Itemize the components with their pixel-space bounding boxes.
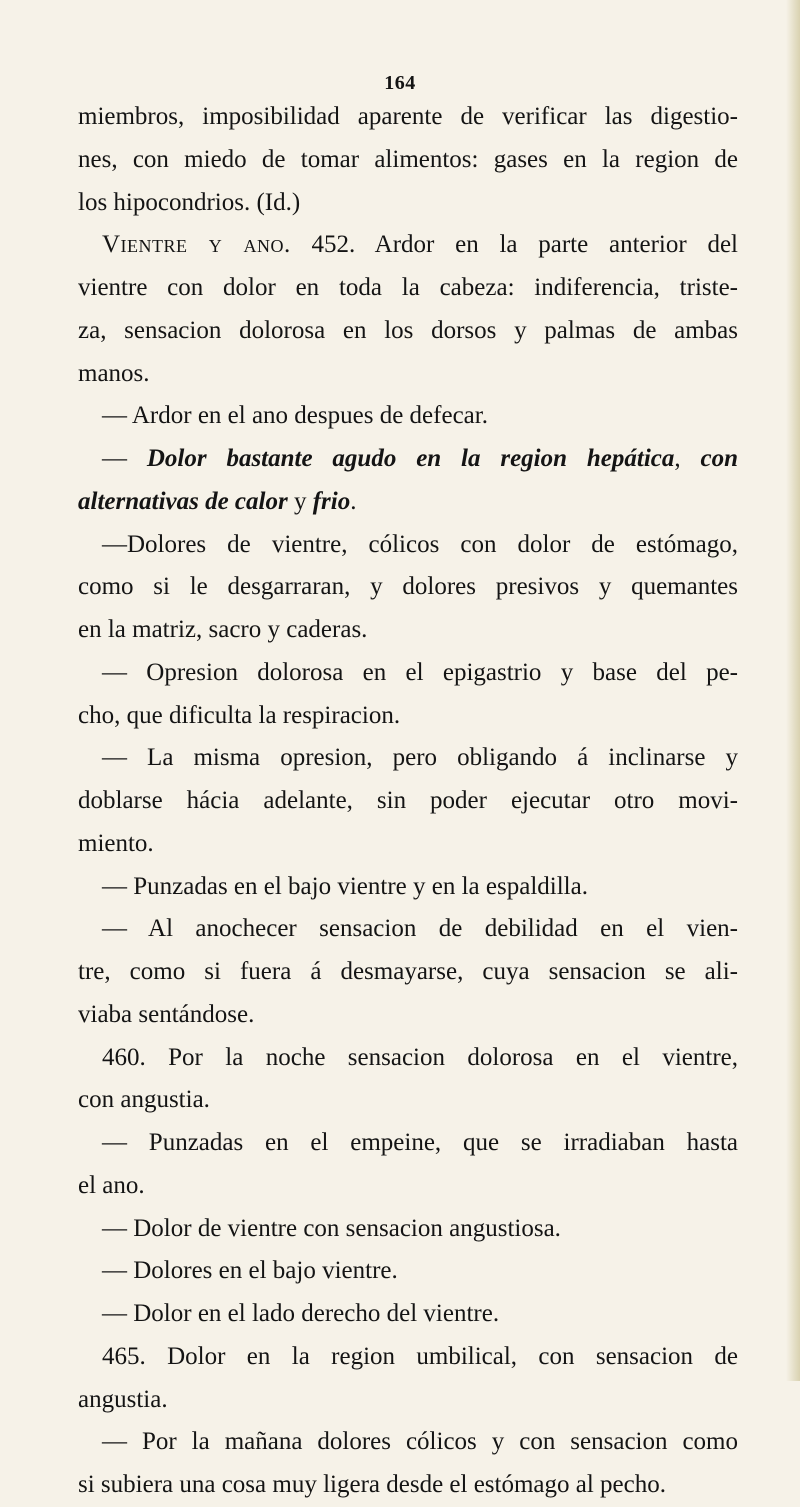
text-segment: — Opresion dolorosa en el epigastrio y base del pe- <box>102 658 738 686</box>
text-line <box>78 823 738 866</box>
text-line <box>78 1336 738 1379</box>
text-segment: — Dolor de vientre con sensacion angustiosa. <box>102 1214 561 1242</box>
text-segment: 460. Por la noche sensacion dolorosa en el vientre, <box>102 1043 738 1071</box>
text-line <box>78 609 738 652</box>
text-line <box>78 737 738 780</box>
text-segment: 465. Dolor en la region umbilical, con sensacion de <box>102 1342 738 1370</box>
text-line <box>78 866 738 909</box>
text-segment: miento. <box>78 829 154 857</box>
text-line <box>78 481 738 524</box>
text-segment: — <box>102 445 147 472</box>
text-line <box>78 1037 738 1080</box>
text-segment: — Dolor en el lado derecho del vientre. <box>102 1300 500 1327</box>
text-line <box>78 353 738 396</box>
emphasis-text: con <box>700 445 738 472</box>
text-segment: viaba sentándose. <box>78 1000 255 1028</box>
text-segment: angustia. <box>78 1385 168 1413</box>
section-heading: Vientre y ano. <box>102 231 291 259</box>
text-line <box>78 1379 738 1422</box>
text-segment: . <box>350 487 357 515</box>
text-segment: con angustia. <box>78 1086 210 1114</box>
text-line <box>78 1079 738 1122</box>
text-segment: tre, como si fuera á desmayarse, cuya sensacion se ali- <box>78 958 738 985</box>
text-line <box>78 1122 738 1165</box>
text-line <box>78 908 738 951</box>
text-line <box>78 524 738 567</box>
text-segment: los hipocondrios. (Id.) <box>78 188 301 216</box>
text-line <box>78 780 738 823</box>
text-segment: 452. Ardor en la parte anterior del <box>290 231 738 259</box>
body-text <box>78 96 738 1507</box>
text-segment: y <box>287 487 313 515</box>
text-line <box>78 566 738 609</box>
text-line <box>78 310 738 353</box>
text-line <box>78 267 738 310</box>
text-line <box>78 182 738 225</box>
text-segment: — Dolores en el bajo vientre. <box>102 1257 398 1285</box>
text-line <box>78 994 738 1037</box>
text-line <box>78 1208 738 1251</box>
text-segment: miembros, imposibilidad aparente de verificar las digestio- <box>78 103 738 130</box>
text-segment: el ano. <box>78 1171 145 1199</box>
text-line <box>78 139 738 182</box>
text-segment: — Ardor en el ano despues de defecar. <box>102 402 488 430</box>
text-segment: como si le desgarraran, y dolores presivos y quemantes <box>78 573 738 601</box>
emphasis-text: frio <box>312 487 351 515</box>
text-line <box>78 96 738 139</box>
text-segment: en la matriz, sacro y caderas. <box>78 616 368 643</box>
text-segment: za, sensacion dolorosa en los dorsos y palmas de ambas <box>78 316 738 344</box>
text-line <box>78 695 738 738</box>
text-segment: — Punzadas en el bajo vientre y en la espaldilla. <box>102 872 588 900</box>
text-segment: — Punzadas en el empeine, que se irradiaban hasta <box>102 1129 738 1156</box>
emphasis-text: alternativas de calor <box>78 487 288 515</box>
text-line <box>78 1250 738 1293</box>
text-line <box>78 1293 738 1336</box>
text-segment: — La misma opresion, pero obligando á inclinarse y <box>102 744 738 772</box>
text-segment: cho, que dificulta la respiracion. <box>78 701 401 729</box>
text-line <box>78 1421 738 1464</box>
text-line <box>78 395 738 438</box>
page-edge-shading <box>786 0 800 1381</box>
emphasis-text: Dolor bastante agudo en la region hepática <box>146 445 675 472</box>
text-line <box>78 1165 738 1208</box>
text-line <box>78 438 738 481</box>
text-line <box>78 224 738 267</box>
text-segment: —Dolores de vientre, cólicos con dolor de estómago, <box>102 530 738 558</box>
text-segment: nes, con miedo de tomar alimentos: gases en la region de <box>78 145 738 173</box>
text-line <box>78 1464 738 1507</box>
text-segment: — Al anochecer sensacion de debilidad en el vien- <box>102 915 738 943</box>
text-segment: manos. <box>78 359 150 387</box>
text-segment: — Por la mañana dolores cólicos y con sensacion como <box>102 1428 738 1456</box>
text-segment: si subiera una cosa muy ligera desde el estómago al pecho. <box>78 1471 667 1498</box>
text-line <box>78 652 738 695</box>
text-segment: , <box>674 445 701 472</box>
page-number: 164 <box>384 72 416 94</box>
text-line <box>78 951 738 994</box>
text-segment: vientre con dolor en toda la cabeza: indiferencia, triste- <box>78 274 738 301</box>
text-segment: doblarse hácia adelante, sin poder ejecutar otro movi- <box>78 787 738 814</box>
